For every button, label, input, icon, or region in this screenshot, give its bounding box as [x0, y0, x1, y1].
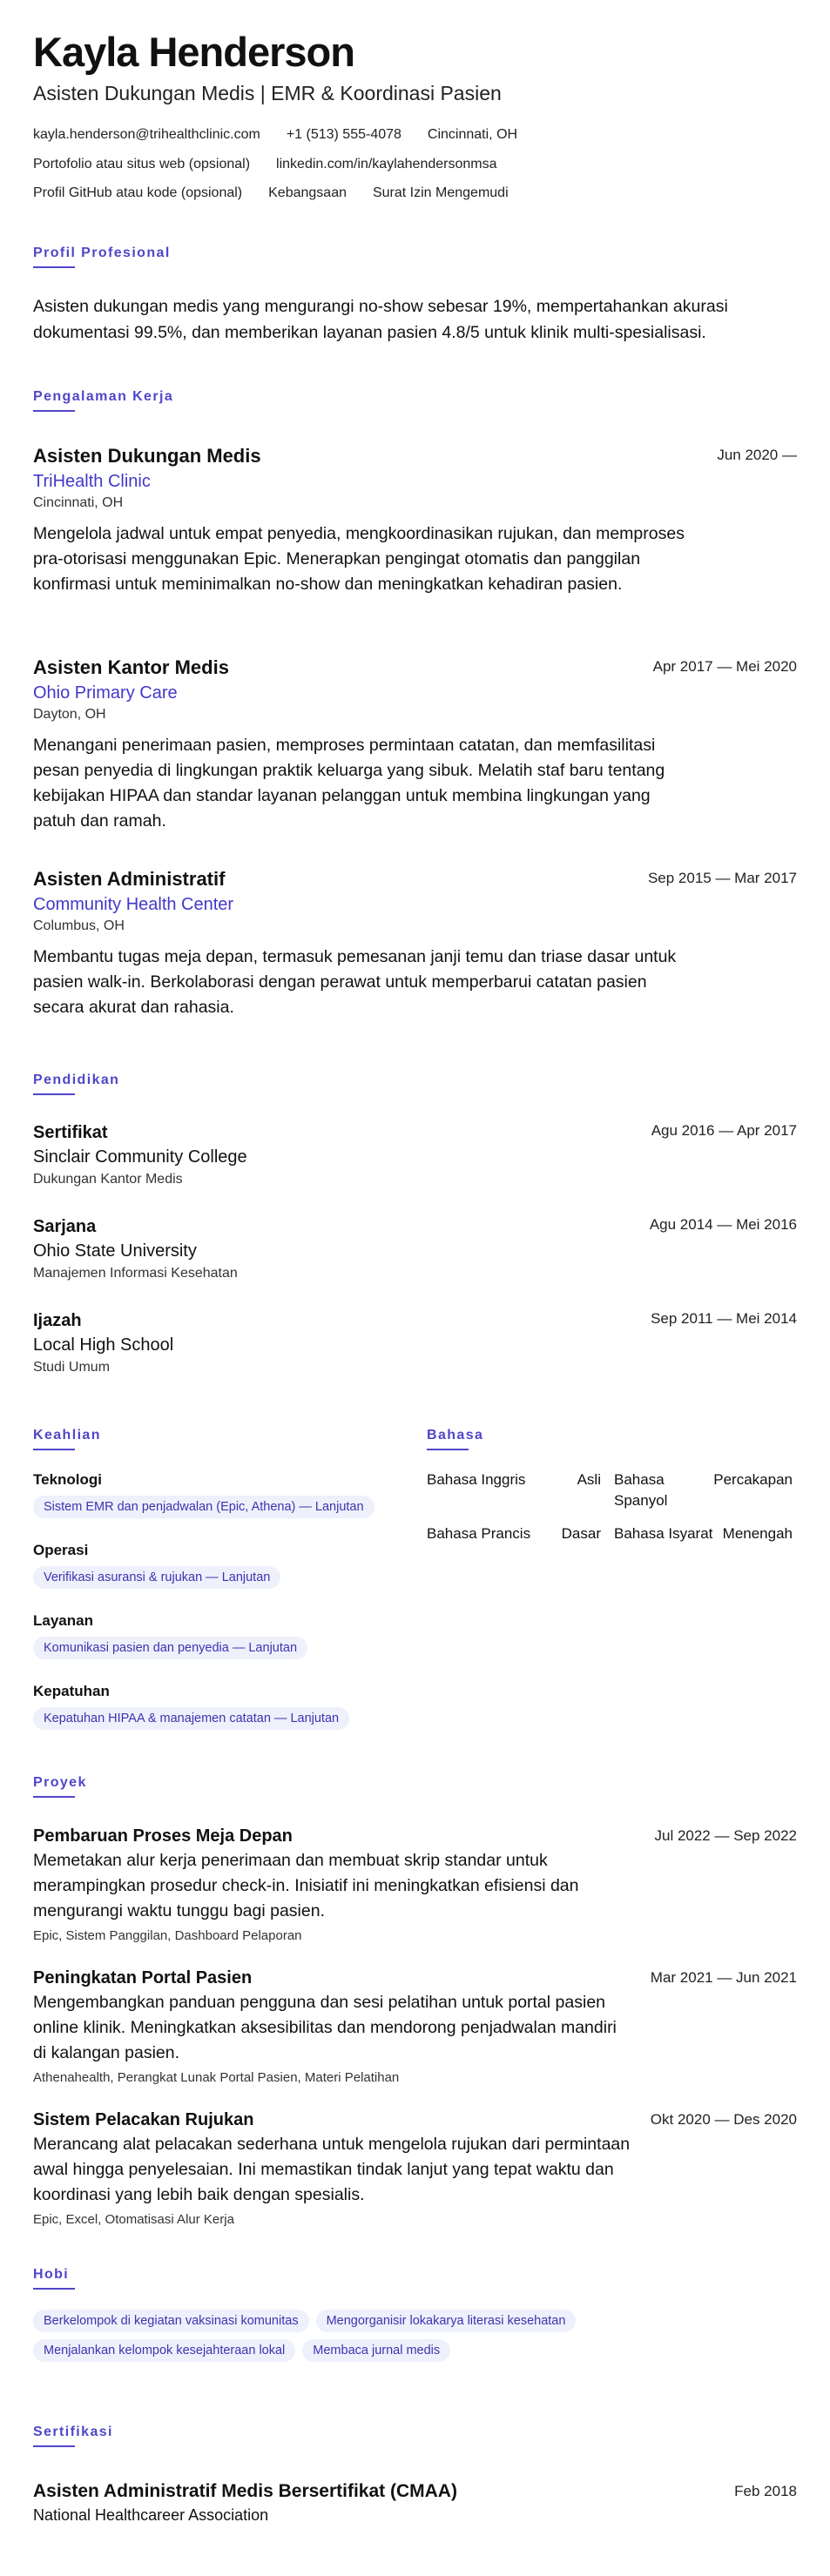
project-tech: Epic, Sistem Panggilan, Dashboard Pelaporan [33, 1928, 302, 1943]
section-title-experience: Pengalaman Kerja [33, 389, 174, 404]
job-description: Membantu tugas meja depan, termasuk pemesanan janji temu dan triase dasar untuk pasien walk-in. Berkolaborasi dengan perawat untuk memperbarui catatan pasien secara akurat dan rahasia. [33, 947, 677, 1017]
project-date: Okt 2020 — Des 2020 [650, 2111, 797, 2128]
contact-portfolio[interactable]: Portofolio atau situs web (opsional) [33, 157, 251, 172]
contact-row-3 [33, 184, 535, 203]
hobby-chip: Menjalankan kelompok kesejahteraan lokal [33, 2339, 295, 2362]
education-date: Sep 2011 — Mei 2014 [651, 1310, 797, 1327]
project-date: Jul 2022 — Sep 2022 [654, 1827, 797, 1844]
job-location: Columbus, OH [33, 918, 125, 933]
job-company: Ohio Primary Care [33, 683, 178, 703]
skill-group [33, 1611, 399, 1666]
education-date: Agu 2016 — Apr 2017 [651, 1122, 797, 1139]
project-description: Merancang alat pelacakan sederhana untuk mengelola rujukan dari permintaan awal hingga penyelesaian. Ini memastikan tindak lanjut yang tepat waktu dan koordinasi yang lebih baik dengan spesialis. [33, 2135, 631, 2204]
hobby-chip: Mengorganisir lokakarya literasi kesehatan [316, 2310, 577, 2332]
contact-drivers-license: Surat Izin Mengemudi [372, 185, 509, 200]
job-title: Asisten Dukungan Medis [33, 445, 261, 467]
section-rule [33, 1449, 75, 1450]
section-title-skills: Keahlian [33, 1428, 101, 1443]
project-title: Sistem Pelacakan Rujukan [33, 2110, 254, 2129]
section-rule [33, 266, 75, 268]
education-school: Local High School [33, 1335, 174, 1355]
job-date: Apr 2017 — Mei 2020 [652, 658, 797, 675]
education-entry [33, 1120, 797, 1190]
skill-category: Kepatuhan [33, 1683, 110, 1699]
section-title-projects: Proyek [33, 1775, 87, 1790]
language-name: Bahasa Isyarat [614, 1525, 713, 1542]
education-field: Dukungan Kantor Medis [33, 1172, 183, 1187]
section-title-certifications: Sertifikasi [33, 2425, 113, 2439]
contact-nationality: Kebangsaan [268, 185, 347, 200]
job-date: Jun 2020 — [717, 447, 797, 463]
project-entry [33, 1824, 797, 1947]
job-company: TriHealth Clinic [33, 472, 151, 491]
job-date: Sep 2015 — Mar 2017 [647, 870, 797, 886]
skill-chip: Verifikasi asuransi & rujukan — Lanjutan [33, 1566, 280, 1589]
candidate-name: Kayla Henderson [33, 29, 354, 75]
section-title-languages: Bahasa [427, 1428, 484, 1443]
project-description: Mengembangkan panduan pengguna dan sesi pelatihan untuk portal pasien online klinik. Meningkatkan aksesibilitas dan mendorong penjadwalan mandiri di kalangan pasien. [33, 1993, 617, 2062]
contact-linkedin[interactable]: linkedin.com/in/kaylahendersonmsa [276, 157, 497, 172]
section-title-hobbies: Hobi [33, 2267, 70, 2282]
language-level: Asli [577, 1471, 601, 1488]
job-description: Mengelola jadwal untuk empat penyedia, mengkoordinasikan rujukan, dan memproses pra-otorisasi menggunakan Epic. Menerapkan pengingat otomatis dan panggilan konfirmasi untuk meminimalkan no-show dan meningkatkan kehadiran pasien. [33, 524, 685, 594]
project-entry [33, 2108, 797, 2230]
skill-category: Teknologi [33, 1471, 103, 1488]
section-rule [33, 2445, 75, 2447]
skill-chip: Sistem EMR dan penjadwalan (Epic, Athena) — Lanjutan [33, 1496, 375, 1518]
candidate-headline: Asisten Dukungan Medis | EMR & Koordinasi Pasien [33, 82, 502, 104]
project-tech: Athenahealth, Perangkat Lunak Portal Pasien, Materi Pelatihan [33, 2070, 400, 2085]
education-entry [33, 1214, 797, 1284]
section-title-summary: Profil Profesional [33, 245, 171, 260]
education-degree: Sarjana [33, 1217, 97, 1236]
job-location: Cincinnati, OH [33, 495, 124, 510]
job-title: Asisten Administratif [33, 868, 226, 890]
contact-github[interactable]: Profil GitHub atau kode (opsional) [33, 185, 243, 200]
contact-email[interactable]: kayla.henderson@trihealthclinic.com [33, 127, 260, 142]
education-entry [33, 1308, 797, 1378]
section-rule [33, 410, 75, 412]
education-date: Agu 2014 — Mei 2016 [649, 1216, 797, 1233]
certification-title: Asisten Administratif Medis Bersertifikat (CMAA) [33, 2481, 457, 2501]
language-name: Bahasa Spanyol [614, 1471, 668, 1509]
education-school: Ohio State University [33, 1241, 197, 1261]
project-entry [33, 1966, 797, 2088]
project-description: Memetakan alur kerja penerimaan dan membuat skrip standar untuk merampingkan prosedur check-in. Inisiatif ini meningkatkan efisiensi dan mengurangi waktu tunggu bagi pasien. [33, 1851, 579, 1920]
job-description: Menangani penerimaan pasien, memproses permintaan catatan, dan memfasilitasi pesan penyedia di lingkungan praktik keluarga yang sibuk. Melatih staf baru tentang kebijakan HIPAA dan standar layanan pelanggan untuk membina lingkungan yang patuh dan ramah. [33, 736, 665, 831]
experience-entry [33, 655, 797, 834]
section-title-education: Pendidikan [33, 1073, 120, 1087]
skill-category: Operasi [33, 1542, 89, 1558]
language-item [614, 1523, 793, 1544]
job-company: Community Health Center [33, 895, 234, 914]
skill-group [33, 1540, 399, 1596]
experience-entry [33, 866, 797, 1020]
skill-chip: Kepatuhan HIPAA & manajemen catatan — Lanjutan [33, 1707, 349, 1730]
hobby-chip: Berkelompok di kegiatan vaksinasi komunitas [33, 2310, 309, 2332]
education-field: Studi Umum [33, 1360, 111, 1375]
summary-text: Asisten dukungan medis yang mengurangi no-show sebesar 19%, mempertahankan akurasi dokumentasi 99.5%, dan memberikan layanan pasien 4.8/5 untuk klinik multi-spesialisasi. [33, 297, 728, 342]
job-location: Dayton, OH [33, 707, 106, 722]
contact-row-1 [33, 125, 543, 145]
section-rule [33, 1093, 75, 1095]
job-title: Asisten Kantor Medis [33, 656, 229, 678]
project-title: Peningkatan Portal Pasien [33, 1968, 253, 1987]
experience-entry [33, 443, 797, 597]
hobby-chip: Membaca jurnal medis [302, 2339, 450, 2362]
skill-group [33, 1470, 399, 1525]
language-name: Bahasa Prancis [427, 1525, 531, 1542]
language-level: Menengah [722, 1525, 793, 1542]
project-date: Mar 2021 — Jun 2021 [650, 1969, 797, 1986]
language-item [614, 1470, 793, 1511]
certification-issuer: National Healthcareer Association [33, 2506, 269, 2524]
hobby-list [33, 2310, 797, 2369]
section-rule [33, 1796, 75, 1798]
skill-group [33, 1681, 399, 1737]
contact-phone[interactable]: +1 (513) 555-4078 [286, 127, 402, 142]
education-school: Sinclair Community College [33, 1147, 247, 1167]
education-degree: Ijazah [33, 1311, 82, 1330]
skill-chip: Komunikasi pasien dan penyedia — Lanjutan [33, 1637, 307, 1659]
education-field: Manajemen Informasi Kesehatan [33, 1266, 238, 1281]
contact-location: Cincinnati, OH [427, 127, 518, 142]
language-item [427, 1470, 601, 1511]
project-title: Pembaruan Proses Meja Depan [33, 1826, 293, 1846]
skill-category: Layanan [33, 1612, 93, 1629]
certification-entry [33, 2479, 797, 2526]
language-name: Bahasa Inggris [427, 1471, 526, 1488]
project-tech: Epic, Excel, Otomatisasi Alur Kerja [33, 2212, 234, 2227]
language-level: Percakapan [713, 1471, 793, 1488]
language-item [427, 1523, 601, 1544]
language-level: Dasar [561, 1525, 601, 1542]
section-rule [33, 2288, 75, 2290]
certification-date: Feb 2018 [734, 2483, 797, 2499]
education-degree: Sertifikat [33, 1123, 108, 1142]
contact-row-2 [33, 155, 523, 174]
section-rule [427, 1449, 469, 1450]
